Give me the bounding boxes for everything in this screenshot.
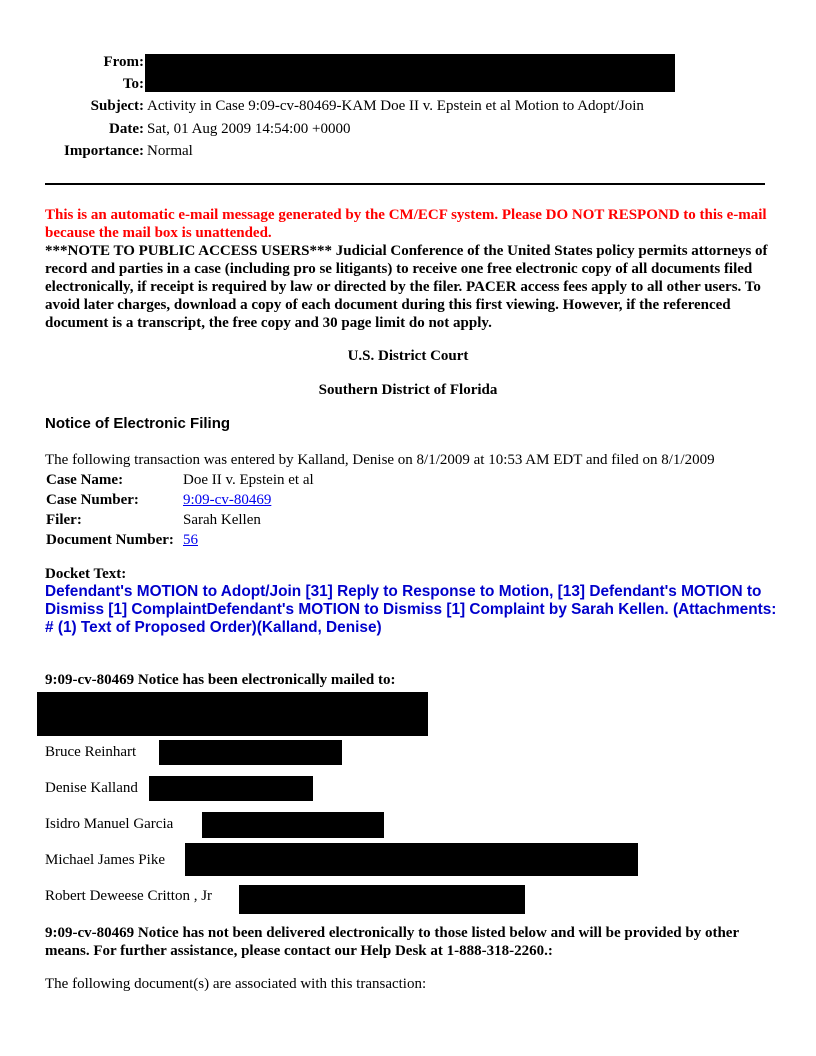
case-name-label: Case Name: bbox=[46, 471, 124, 488]
document-number-link[interactable]: 56 bbox=[183, 531, 198, 548]
court-name: U.S. District Court bbox=[347, 348, 469, 364]
auto-message-warning: This is an automatic e-mail message generated by the CM/ECF system. Please DO NOT RESPOND to this e-mail because the mail box is unattended. bbox=[45, 207, 767, 241]
case-info-table bbox=[45, 470, 316, 550]
court-district: Southern District of Florida bbox=[318, 382, 498, 398]
transaction-text: The following transaction was entered by Kalland, Denise on 8/1/2009 at 10:53 AM EDT and filed on 8/1/2009 bbox=[45, 452, 715, 468]
importance-label: Importance: bbox=[64, 143, 144, 159]
filer-label: Filer: bbox=[46, 511, 82, 528]
associated-documents-text: The following document(s) are associated with this transaction: bbox=[45, 976, 427, 992]
recipient-name: Isidro Manuel Garcia bbox=[45, 816, 174, 832]
subject-label: Subject: bbox=[90, 98, 144, 114]
header-divider bbox=[45, 183, 765, 185]
to-label: To: bbox=[122, 76, 144, 92]
subject-value: Activity in Case 9:09-cv-80469-KAM Doe II v. Epstein et al Motion to Adopt/Join bbox=[147, 98, 644, 114]
date-label: Date: bbox=[109, 121, 144, 137]
recipient-email-redaction bbox=[185, 843, 638, 876]
recipient-email-redaction bbox=[202, 812, 384, 838]
recipient-name: Denise Kalland bbox=[45, 780, 138, 796]
importance-value: Normal bbox=[147, 143, 193, 159]
recipient-email-redaction bbox=[159, 740, 342, 765]
not-delivered-notice: 9:09-cv-80469 Notice has not been delivered electronically to those listed below and will be provided by other means. For further assistance, please contact our Help Desk at 1-888-318-2260.: bbox=[45, 925, 739, 959]
recipient-email-redaction bbox=[239, 885, 525, 914]
recipient-name: Bruce Reinhart bbox=[45, 744, 137, 760]
document-number-row bbox=[45, 530, 316, 550]
document-number-label: Document Number: bbox=[46, 531, 174, 548]
recipient-redaction-block bbox=[37, 692, 428, 736]
filer-row bbox=[45, 510, 316, 530]
case-name-row bbox=[45, 470, 316, 490]
public-access-note: ***NOTE TO PUBLIC ACCESS USERS*** Judicial Conference of the United States policy permits attorneys of record and parties in a case (including pro se litigants) to receive one free electronic copy of all documents filed electronically, if receipt is required by law or directed by the filer. PACER access fees apply to all other users. To avoid later charges, download a copy of each document during this first viewing. However, if the referenced document is a transcript, the free copy and 30 page limit do not apply. bbox=[45, 243, 768, 331]
docket-text-label: Docket Text: bbox=[45, 566, 127, 582]
filer-value: Sarah Kellen bbox=[183, 511, 261, 528]
nef-heading: Notice of Electronic Filing bbox=[45, 415, 231, 432]
mailed-heading: 9:09-cv-80469 Notice has been electronically mailed to: bbox=[45, 672, 396, 688]
from-to-redaction bbox=[145, 54, 675, 92]
case-name-value: Doe II v. Epstein et al bbox=[183, 471, 314, 488]
from-label: From: bbox=[103, 54, 144, 70]
docket-text: Defendant's MOTION to Adopt/Join [31] Reply to Response to Motion, [13] Defendant's MOTION to Dismiss [1] ComplaintDefendant's MOTION to Dismiss [1] Complaint by Sarah Kellen. (Attachments: # (1) Text of Proposed Order)(Kalland, Denise) bbox=[45, 583, 777, 636]
case-number-row bbox=[45, 490, 316, 510]
case-number-label: Case Number: bbox=[46, 491, 139, 508]
date-value: Sat, 01 Aug 2009 14:54:00 +0000 bbox=[147, 121, 351, 137]
recipient-name: Robert Deweese Critton , Jr bbox=[45, 888, 213, 904]
recipient-name: Michael James Pike bbox=[45, 852, 165, 868]
case-number-link[interactable]: 9:09-cv-80469 bbox=[183, 491, 272, 508]
recipient-email-redaction bbox=[149, 776, 313, 801]
